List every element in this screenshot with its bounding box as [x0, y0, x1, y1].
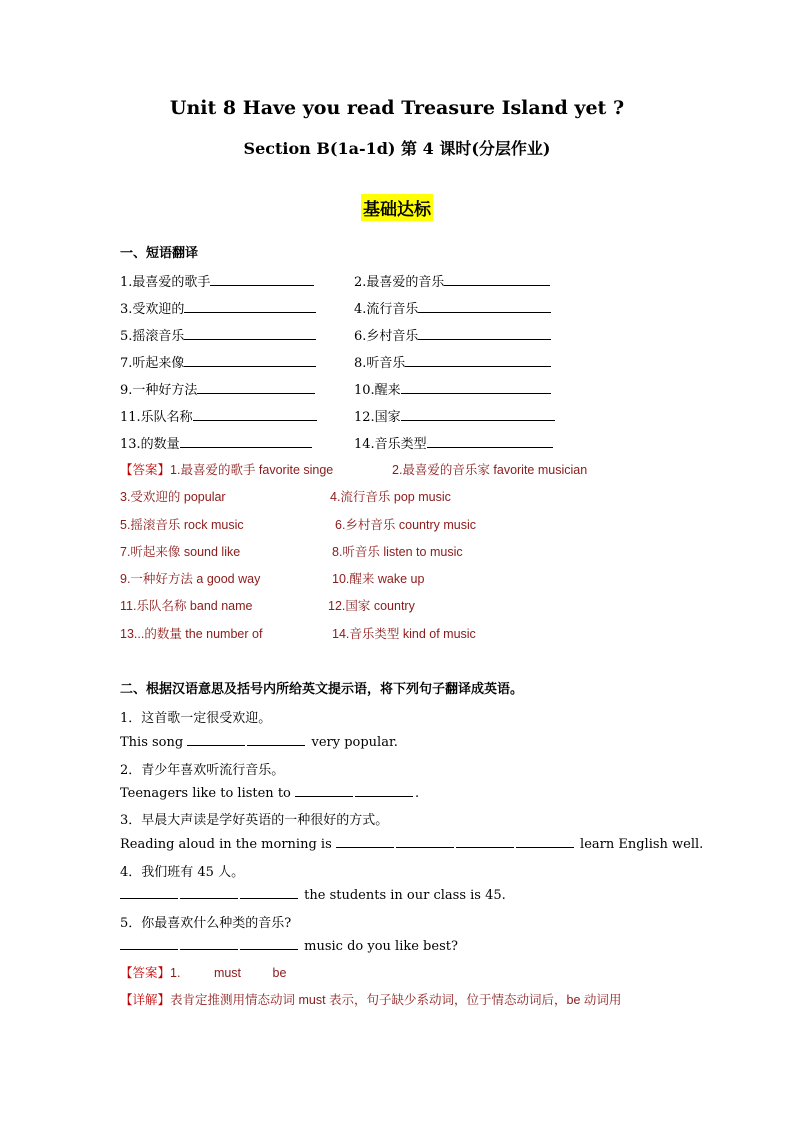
- answer-item: 3.受欢迎的 popular: [120, 490, 226, 504]
- question-cn: 1．这首歌一定很受欢迎。: [120, 711, 272, 726]
- phrase-item: 1.最喜爱的歌手: [120, 271, 314, 290]
- answer-item: 5.摇滚音乐 rock music: [120, 518, 244, 532]
- answer-item: 14.音乐类型 kind of music: [332, 627, 476, 641]
- phrase-item: 9.一种好方法: [120, 379, 315, 398]
- question-cn: 5．你最喜欢什么种类的音乐?: [120, 916, 292, 931]
- answer-row: 【答案】1. must be: [120, 966, 287, 980]
- detail-row: 【详解】表肯定推测用情态动词 must 表示，句子缺少系动词，位于情态动词后，be 动词用: [120, 993, 622, 1007]
- question-en: music do you like best?: [120, 937, 458, 954]
- phrase-item: 10.醒来: [354, 379, 551, 398]
- question-cn: 4．我们班有 45 人。: [120, 865, 245, 880]
- answer-item: 9.一种好方法 a good way: [120, 572, 261, 586]
- phrase-item: 7.听起来像: [120, 352, 316, 371]
- answer-item: 7.听起来像 sound like: [120, 545, 241, 559]
- phrase-item: 14.音乐类型: [354, 433, 553, 452]
- phrase-item: 12.国家: [354, 406, 555, 425]
- question-en: This song very popular.: [120, 735, 398, 750]
- section-1-heading: 一、短语翻译: [120, 246, 199, 261]
- section-2-heading: 二、根据汉语意思及括号内所给英文提示语，将下列句子翻译成英语。: [120, 682, 524, 697]
- question-cn: 2．青少年喜欢听流行音乐。: [120, 763, 285, 778]
- answer-row: 【答案】1.最喜爱的歌手 favorite singe: [120, 463, 334, 477]
- answer-item: 13...的数量 the number of: [120, 627, 263, 641]
- document-title: Unit 8 Have you read Treasure Island yet ?: [169, 97, 625, 119]
- level-badge-wrap: [0, 194, 794, 221]
- phrase-item: 11.乐队名称: [120, 406, 317, 425]
- answer-item: 8.听音乐 listen to music: [332, 545, 463, 559]
- phrase-item: 8.听音乐: [354, 352, 551, 371]
- level-badge: 基础达标: [361, 194, 433, 221]
- answer-item: 11.乐队名称 band name: [120, 599, 253, 613]
- question-en: Teenagers like to listen to .: [120, 786, 420, 801]
- phrase-item: 3.受欢迎的: [120, 298, 316, 317]
- answer-item: 12.国家 country: [328, 599, 415, 613]
- answer-item: 6.乡村音乐 country music: [335, 518, 477, 532]
- phrase-item: 13.的数量: [120, 433, 312, 452]
- phrase-item: 4.流行音乐: [354, 298, 551, 317]
- answer-item: 4.流行音乐 pop music: [330, 490, 451, 504]
- question-cn: 3．早晨大声读是学好英语的一种很好的方式。: [120, 813, 389, 828]
- phrase-item: 5.摇滚音乐: [120, 325, 316, 344]
- phrase-item: 6.乡村音乐: [354, 325, 551, 344]
- question-en: the students in our class is 45.: [120, 886, 506, 903]
- answer-item: 2.最喜爱的音乐家 favorite musician: [392, 463, 588, 477]
- phrase-item: 2.最喜爱的音乐: [354, 271, 550, 290]
- answer-item: 10.醒来 wake up: [332, 572, 425, 586]
- document-subtitle: Section B(1a-1d) 第 4 课时(分层作业): [243, 139, 551, 158]
- question-en: Reading aloud in the morning is learn English well.: [120, 837, 704, 852]
